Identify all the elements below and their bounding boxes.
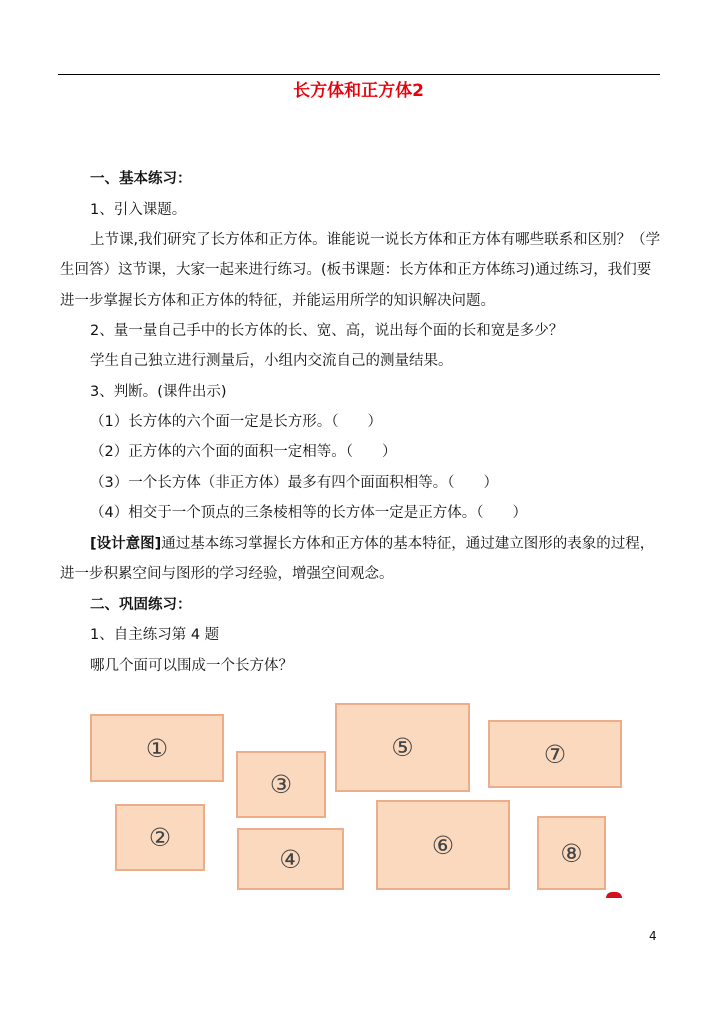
item-3: 3、判断。(课件出示) [90, 384, 227, 400]
face-6: ⑥ [376, 800, 510, 890]
face-2: ② [115, 804, 205, 871]
question: 哪几个面可以围成一个长方体？ [90, 658, 293, 674]
face-7: ⑦ [488, 720, 622, 788]
consolidate-item-1: 1、自主练习第 4 题 [90, 627, 220, 643]
item-2-desc: 学生自己独立进行测量后，小组内交流自己的测量结果。 [90, 353, 453, 369]
page-title: 长方体和正方体2 [293, 81, 424, 101]
design-intent-text: 通过基本练习掌握长方体和正方体的基本特征，通过建立图形的表象的过程， [161, 536, 655, 552]
page-number: 4 [649, 929, 657, 943]
intro-line-3: 进一步掌握长方体和正方体的特征，并能运用所学的知识解决问题。 [60, 293, 495, 309]
face-1: ① [90, 714, 224, 782]
judge-1: （1）长方体的六个面一定是长方形。（ ） [90, 414, 382, 430]
design-intent-label: [设计意图] [90, 536, 162, 552]
item-1: 1、引入课题。 [90, 202, 187, 218]
header-rule [58, 74, 660, 75]
judge-2: （2）正方体的六个面的面积一定相等。（ ） [90, 444, 397, 460]
face-4: ④ [237, 828, 344, 890]
face-5: ⑤ [335, 703, 470, 792]
section-heading-basic: 一、基本练习： [90, 171, 192, 187]
judge-3: （3）一个长方体（非正方体）最多有四个面面积相等。（ ） [90, 475, 498, 491]
design-line-2: 进一步积累空间与图形的学习经验，增强空间观念。 [60, 566, 394, 582]
item-2: 2、量一量自己手中的长方体的长、宽、高，说出每个面的长和宽是多少？ [90, 323, 564, 339]
judge-4: （4）相交于一个顶点的三条棱相等的长方体一定是正方体。（ ） [90, 505, 527, 521]
design-intent [90, 534, 654, 554]
face-3: ③ [236, 751, 326, 818]
face-8: ⑧ [537, 816, 606, 890]
intro-line-1: 上节课,我们研究了长方体和正方体。谁能说一说长方体和正方体有哪些联系和区别？（学 [90, 232, 661, 248]
intro-line-2: 生回答）这节课，大家一起来进行练习。(板书课题：长方体和正方体练习)通过练习，我们要 [60, 262, 652, 278]
section-heading-consolidate: 二、巩固练习： [90, 597, 192, 613]
red-mark [606, 892, 622, 898]
